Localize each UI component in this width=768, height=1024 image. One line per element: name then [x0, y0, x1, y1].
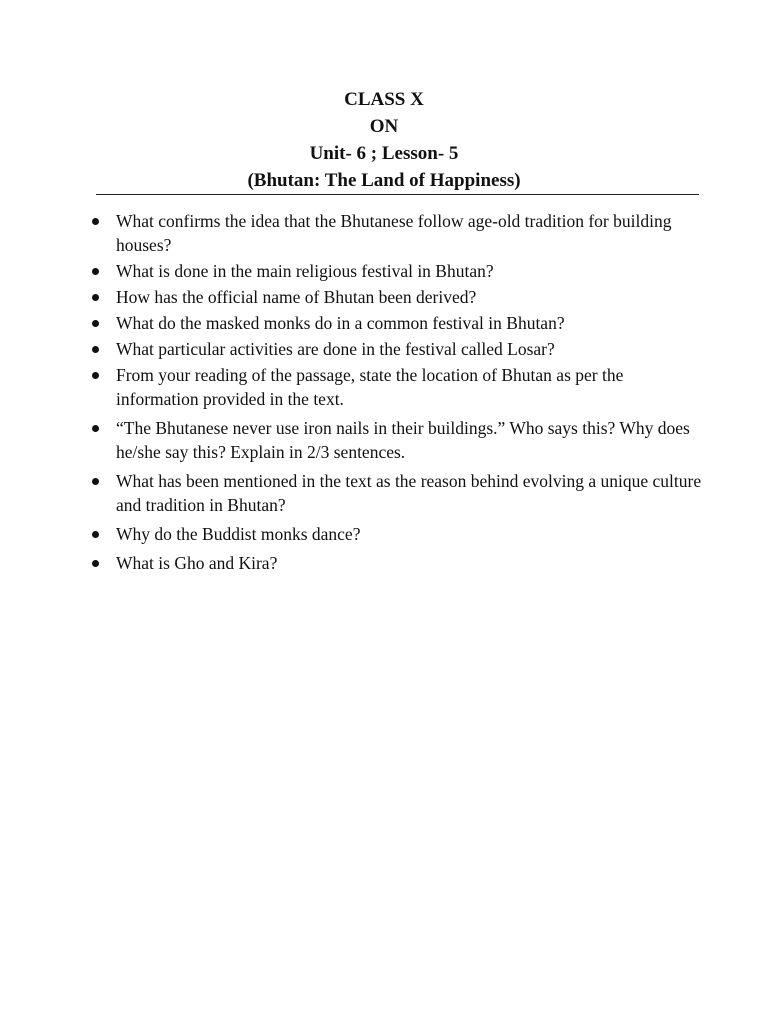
bullet-icon [92, 320, 99, 327]
question-item [92, 259, 704, 283]
question-item [92, 285, 704, 309]
question-text: What has been mentioned in the text as the reason behind evolving a unique culture and tradition in Bhutan? [116, 471, 702, 515]
question-text: Why do the Buddist monks dance? [116, 524, 361, 544]
question-text: What do the masked monks do in a common festival in Bhutan? [116, 313, 565, 333]
bullet-icon [92, 372, 99, 379]
bullet-icon [92, 531, 99, 538]
bullet-icon [92, 346, 99, 353]
bullet-icon [92, 294, 99, 301]
bullet-icon [92, 425, 99, 432]
question-text: What is done in the main religious festival in Bhutan? [116, 261, 494, 281]
header-divider [96, 194, 699, 195]
question-item [92, 311, 704, 335]
on-heading: ON [369, 116, 399, 137]
question-text: From your reading of the passage, state the location of Bhutan as per the information provided in the text. [116, 365, 624, 409]
question-list [92, 209, 704, 577]
bullet-icon [92, 268, 99, 275]
question-item [92, 209, 704, 257]
unit-lesson-heading: Unit- 6 ; Lesson- 5 [309, 143, 459, 164]
question-text: “The Bhutanese never use iron nails in their buildings.” Who says this? Why does he/she say this? Explain in 2/3 sentences. [116, 418, 690, 462]
class-heading: CLASS X [344, 89, 424, 110]
question-text: What is Gho and Kira? [116, 553, 278, 573]
question-text: What confirms the idea that the Bhutanese follow age-old tradition for building houses? [116, 211, 672, 255]
question-item [92, 337, 704, 361]
question-text: What particular activities are done in the festival called Losar? [116, 339, 555, 359]
question-item [92, 522, 704, 546]
lesson-title: (Bhutan: The Land of Happiness) [247, 170, 521, 191]
question-text: How has the official name of Bhutan been derived? [116, 287, 477, 307]
bullet-icon [92, 478, 99, 485]
bullet-icon [92, 218, 99, 225]
question-item [92, 363, 704, 411]
worksheet-header [0, 86, 768, 194]
bullet-icon [92, 560, 99, 567]
question-item [92, 469, 704, 517]
question-item [92, 416, 704, 464]
question-item [92, 551, 704, 575]
